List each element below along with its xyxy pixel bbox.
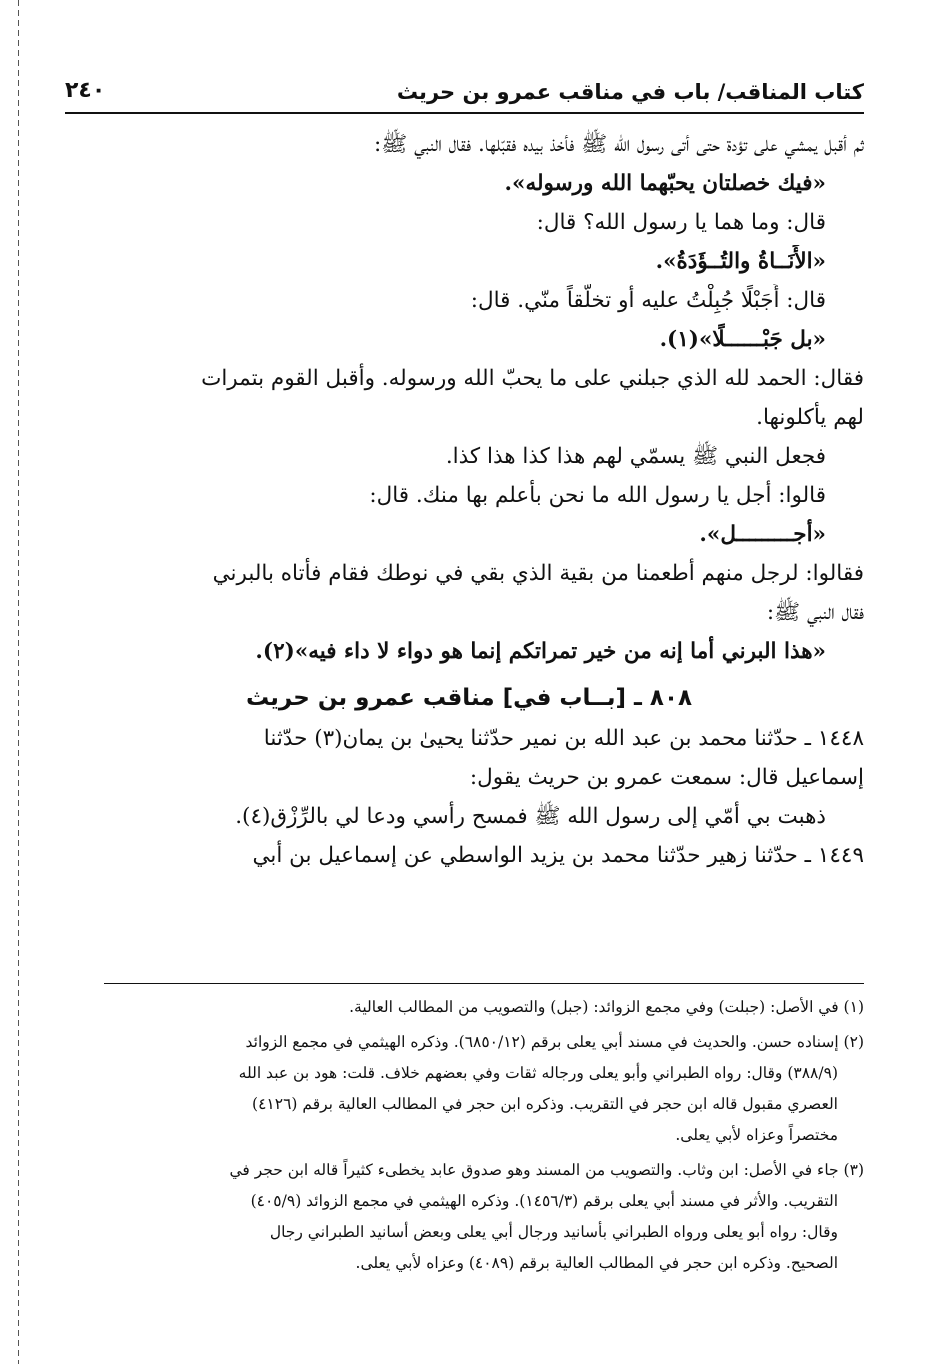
footnote-line: (٣٨٨/٩) وقال: رواه الطبراني وأبو يعلى ورجاله ثقات وفي بعضهم خلاف. قلت: هود بن عبد الله (238, 1064, 838, 1082)
footnote (74, 1030, 864, 1154)
text-line: فقالوا: لرجل منهم أطعمنا من بقية الذي بقي في نوطك فقام فأتاه بالبرني (212, 561, 864, 586)
text-line: ١٤٤٩ ـ حدّثنا زهير حدّثنا محمد بن يزيد الواسطي عن إسماعيل بن أبي (252, 843, 864, 868)
text-line: «هذا البرني أما إنه من خير تمراتكم إنما هو دواء لا داء فيه»(٢). (255, 639, 826, 664)
page-number: ٢٤٠ (65, 78, 106, 103)
text-line: قال: وما هما يا رسول الله؟ قال: (536, 210, 826, 235)
text-line: لهم يأكلونها. (756, 405, 864, 430)
footnote-line: الصحيح. وذكره ابن حجر في المطالب العالية برقم (٤٠٨٩) وعزاه لأبي يعلى. (355, 1254, 838, 1272)
running-header (65, 78, 864, 114)
text-line: «بل جَبْــــــلًا»(١). (659, 327, 826, 352)
section-heading: ٨٠٨ ـ [بــاب في] مناقب عمرو بن حريث (245, 685, 693, 711)
footnote-line: وقال: رواه أبو يعلى ورواه الطبراني بأسانيد ورجال أبي يعلى وبعض أسانيد الطبراني رجال (269, 1223, 838, 1241)
footnote-line: (١) في الأصل: (جبلت) وفي مجمع الزوائد: (جبل) والتصويب من المطالب العالية. (349, 998, 864, 1016)
chapter-title: كتاب المناقب/ باب في مناقب عمرو بن حريث (396, 80, 864, 104)
text-line: «الأَنَــاةُ والتُــؤَدَةُ». (655, 249, 826, 274)
main-text (74, 128, 864, 878)
text-line: ثم أقبل يمشي على تؤدة حتى أتى رسول الله ﷺ فأخذ بيده فقبّلها. فقال النبي ﷺ: (374, 132, 864, 157)
text-line: ١٤٤٨ ـ حدّثنا محمد بن عبد الله بن نمير حدّثنا يحيىٰ بن يمان(٣) حدّثنا (263, 726, 864, 751)
text-line: قال: أَجَبْلًا جُبِلْتُ عليه أو تخلّقاً منّي. قال: (470, 288, 826, 313)
text-line: إسماعيل قال: سمعت عمرو بن حريث يقول: (469, 765, 864, 790)
text-lines-before-heading (74, 128, 864, 674)
footnote (74, 995, 864, 1026)
text-line: فقال: الحمد لله الذي جبلني على ما يحبّ الله ورسوله. وأقبل القوم بتمرات (201, 366, 864, 391)
text-line: «فيك خصلتان يحبّهما الله ورسوله». (504, 171, 826, 196)
text-line: «أجـــــــــل». (699, 522, 826, 547)
scan-margin-line (18, 0, 19, 1364)
footnote-line: (٢) إسناده حسن. والحديث في مسند أبي يعلى برقم (٦٨٥٠/١٢). وذكره الهيثمي في مجمع الزوائد (245, 1033, 864, 1051)
text-line: فقال النبي ﷺ: (766, 600, 864, 625)
text-line: فجعل النبي ﷺ يسمّي لهم هذا كذا هذا كذا. (445, 444, 826, 469)
footnote-line: (٣) جاء في الأصل: ابن وثاب. والتصويب من المسند وهو صدوق عابد يخطىء كثيراً قاله ابن حجر في (229, 1161, 864, 1179)
footnote-line: مختصراً وعزاه لأبي يعلى. (675, 1126, 838, 1144)
footnotes (74, 995, 864, 1286)
footnote-line: التقريب. والأثر في مسند أبي يعلى برقم (١٤٥٦/٣). وذكره الهيثمي في مجمع الزوائد (٤٠٥/٩) (250, 1192, 838, 1210)
footnote-line: العصري مقبول قاله ابن حجر في التقريب. وذكره ابن حجر في المطالب العالية برقم (٤١٢٦) (252, 1095, 838, 1113)
text-line: قالوا: أجل يا رسول الله ما نحن بأعلم بها منك. قال: (369, 483, 826, 508)
text-line: ذهبت بي أمّي إلى رسول الله ﷺ فمسح رأسي ودعا لي بالرِّزْق(٤). (235, 804, 826, 829)
text-lines-after-heading (74, 722, 864, 878)
footnote-separator (104, 983, 864, 984)
footnote (74, 1158, 864, 1282)
